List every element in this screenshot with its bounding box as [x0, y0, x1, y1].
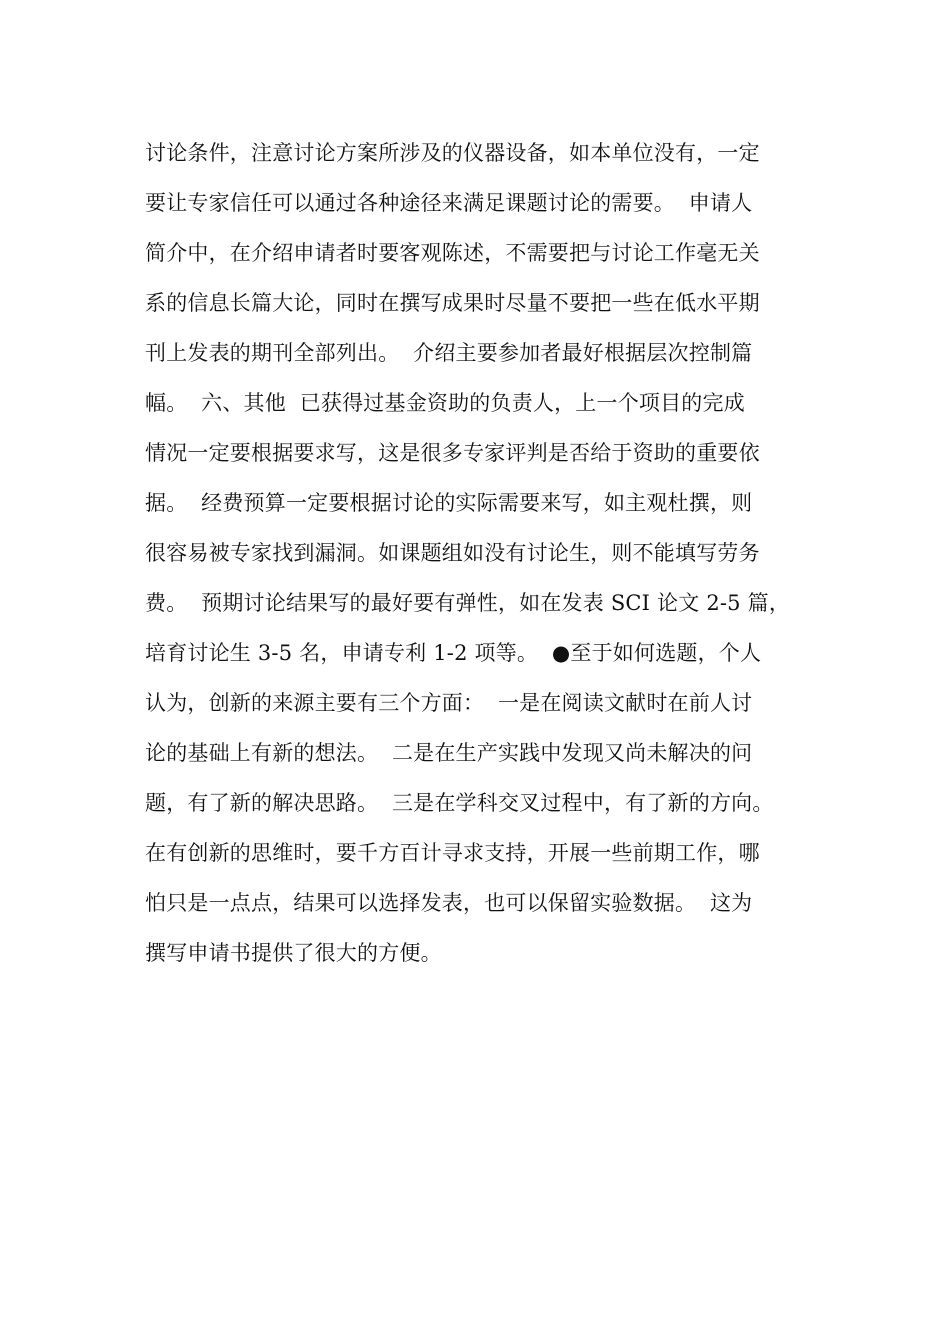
text-line: 认为，创新的来源主要有三个方面： 一是在阅读文献时在前人讨	[145, 691, 753, 715]
text-line: 简介中，在介绍申请者时要客观陈述，不需要把与讨论工作毫无关	[145, 241, 760, 265]
text-line: 据。 经费预算一定要根据讨论的实际需要来写，如主观杜撰，则	[145, 491, 753, 515]
text-line: 讨论条件，注意讨论方案所涉及的仪器设备，如本单位没有，一定	[145, 141, 760, 165]
text-line: 很容易被专家找到漏洞。如课题组如没有讨论生，则不能填写劳务	[145, 541, 760, 565]
text-line: 费。 预期讨论结果写的最好要有弹性，如在发表 SCI 论文 2-5 篇，	[145, 591, 791, 615]
text-line: 题，有了新的解决思路。 三是在学科交叉过程中，有了新的方向。	[145, 791, 774, 815]
body-paragraph	[145, 128, 815, 978]
text-line: 要让专家信任可以通过各种途径来满足课题讨论的需要。 申请人	[145, 191, 753, 215]
text-line: 幅。 六、其他 已获得过基金资助的负责人，上一个项目的完成	[145, 391, 745, 415]
text-line: 培育讨论生 3-5 名，申请专利 1-2 项等。 ●至于如何选题，个人	[145, 641, 762, 665]
text-line: 刊上发表的期刊全部列出。 介绍主要参加者最好根据层次控制篇	[145, 341, 753, 365]
text-line: 论的基础上有新的想法。 二是在生产实践中发现又尚未解决的问	[145, 741, 753, 765]
text-line: 系的信息长篇大论，同时在撰写成果时尽量不要把一些在低水平期	[145, 291, 760, 315]
text-line: 情况一定要根据要求写，这是很多专家评判是否给于资助的重要依	[145, 441, 760, 465]
text-line: 撰写申请书提供了很大的方便。	[145, 941, 442, 965]
text-line: 怕只是一点点，结果可以选择发表，也可以保留实验数据。 这为	[145, 891, 753, 915]
text-line: 在有创新的思维时，要千方百计寻求支持，开展一些前期工作，哪	[145, 841, 760, 865]
